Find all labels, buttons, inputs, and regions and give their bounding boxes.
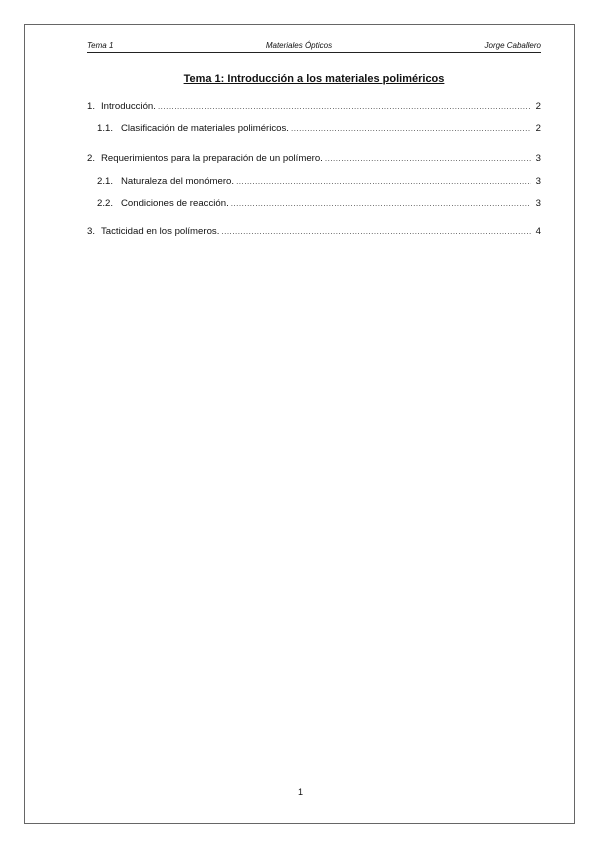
toc-entry-1-1[interactable]: [97, 123, 541, 134]
toc-entry-1[interactable]: [87, 101, 541, 112]
page-number: 1: [297, 787, 303, 797]
toc-entry-page: 3: [535, 153, 541, 164]
header-center: Materiales Ópticos: [265, 41, 333, 50]
toc-leader-dots: [291, 124, 531, 133]
toc-entry-text: Requerimientos para la preparación de un polímero.: [101, 153, 323, 164]
document-title: Tema 1: Introducción a los materiales poliméricos: [183, 73, 445, 85]
toc-entry-page: 3: [535, 176, 541, 187]
toc-entry-3[interactable]: [87, 226, 541, 237]
toc-entry-text: Introducción.: [101, 101, 156, 112]
toc-entry-number: 1.: [87, 101, 96, 112]
toc-leader-dots: [236, 177, 531, 186]
toc-entry-text: Clasificación de materiales poliméricos.: [121, 123, 289, 134]
header-left: Tema 1: [87, 41, 114, 50]
toc-entry-number: 3.: [87, 226, 96, 237]
toc-entry-number: 1.1.: [97, 123, 114, 134]
header-right: Jorge Caballero: [484, 41, 541, 50]
toc-entry-number: 2.1.: [97, 176, 114, 187]
toc-entry-number: 2.: [87, 153, 96, 164]
toc-entry-page: 2: [535, 123, 541, 134]
toc-entry-text: Condiciones de reacción.: [121, 198, 229, 209]
toc-entry-2[interactable]: [87, 153, 541, 164]
document-page: [24, 24, 575, 824]
toc-leader-dots: [158, 102, 531, 111]
toc-entry-text: Tacticidad en los polímeros.: [101, 226, 220, 237]
toc-entry-text: Naturaleza del monómero.: [121, 176, 235, 187]
toc-leader-dots: [325, 154, 531, 163]
toc-entry-2-1[interactable]: [97, 176, 541, 187]
page-header: [87, 37, 541, 53]
toc-leader-dots: [221, 227, 531, 236]
toc-entry-page: 3: [535, 198, 541, 209]
toc-entry-2-2[interactable]: [97, 198, 541, 209]
toc-entry-number: 2.2.: [97, 198, 114, 209]
toc-entry-page: 2: [535, 101, 541, 112]
toc-entry-page: 4: [535, 226, 541, 237]
toc-leader-dots: [231, 199, 531, 208]
